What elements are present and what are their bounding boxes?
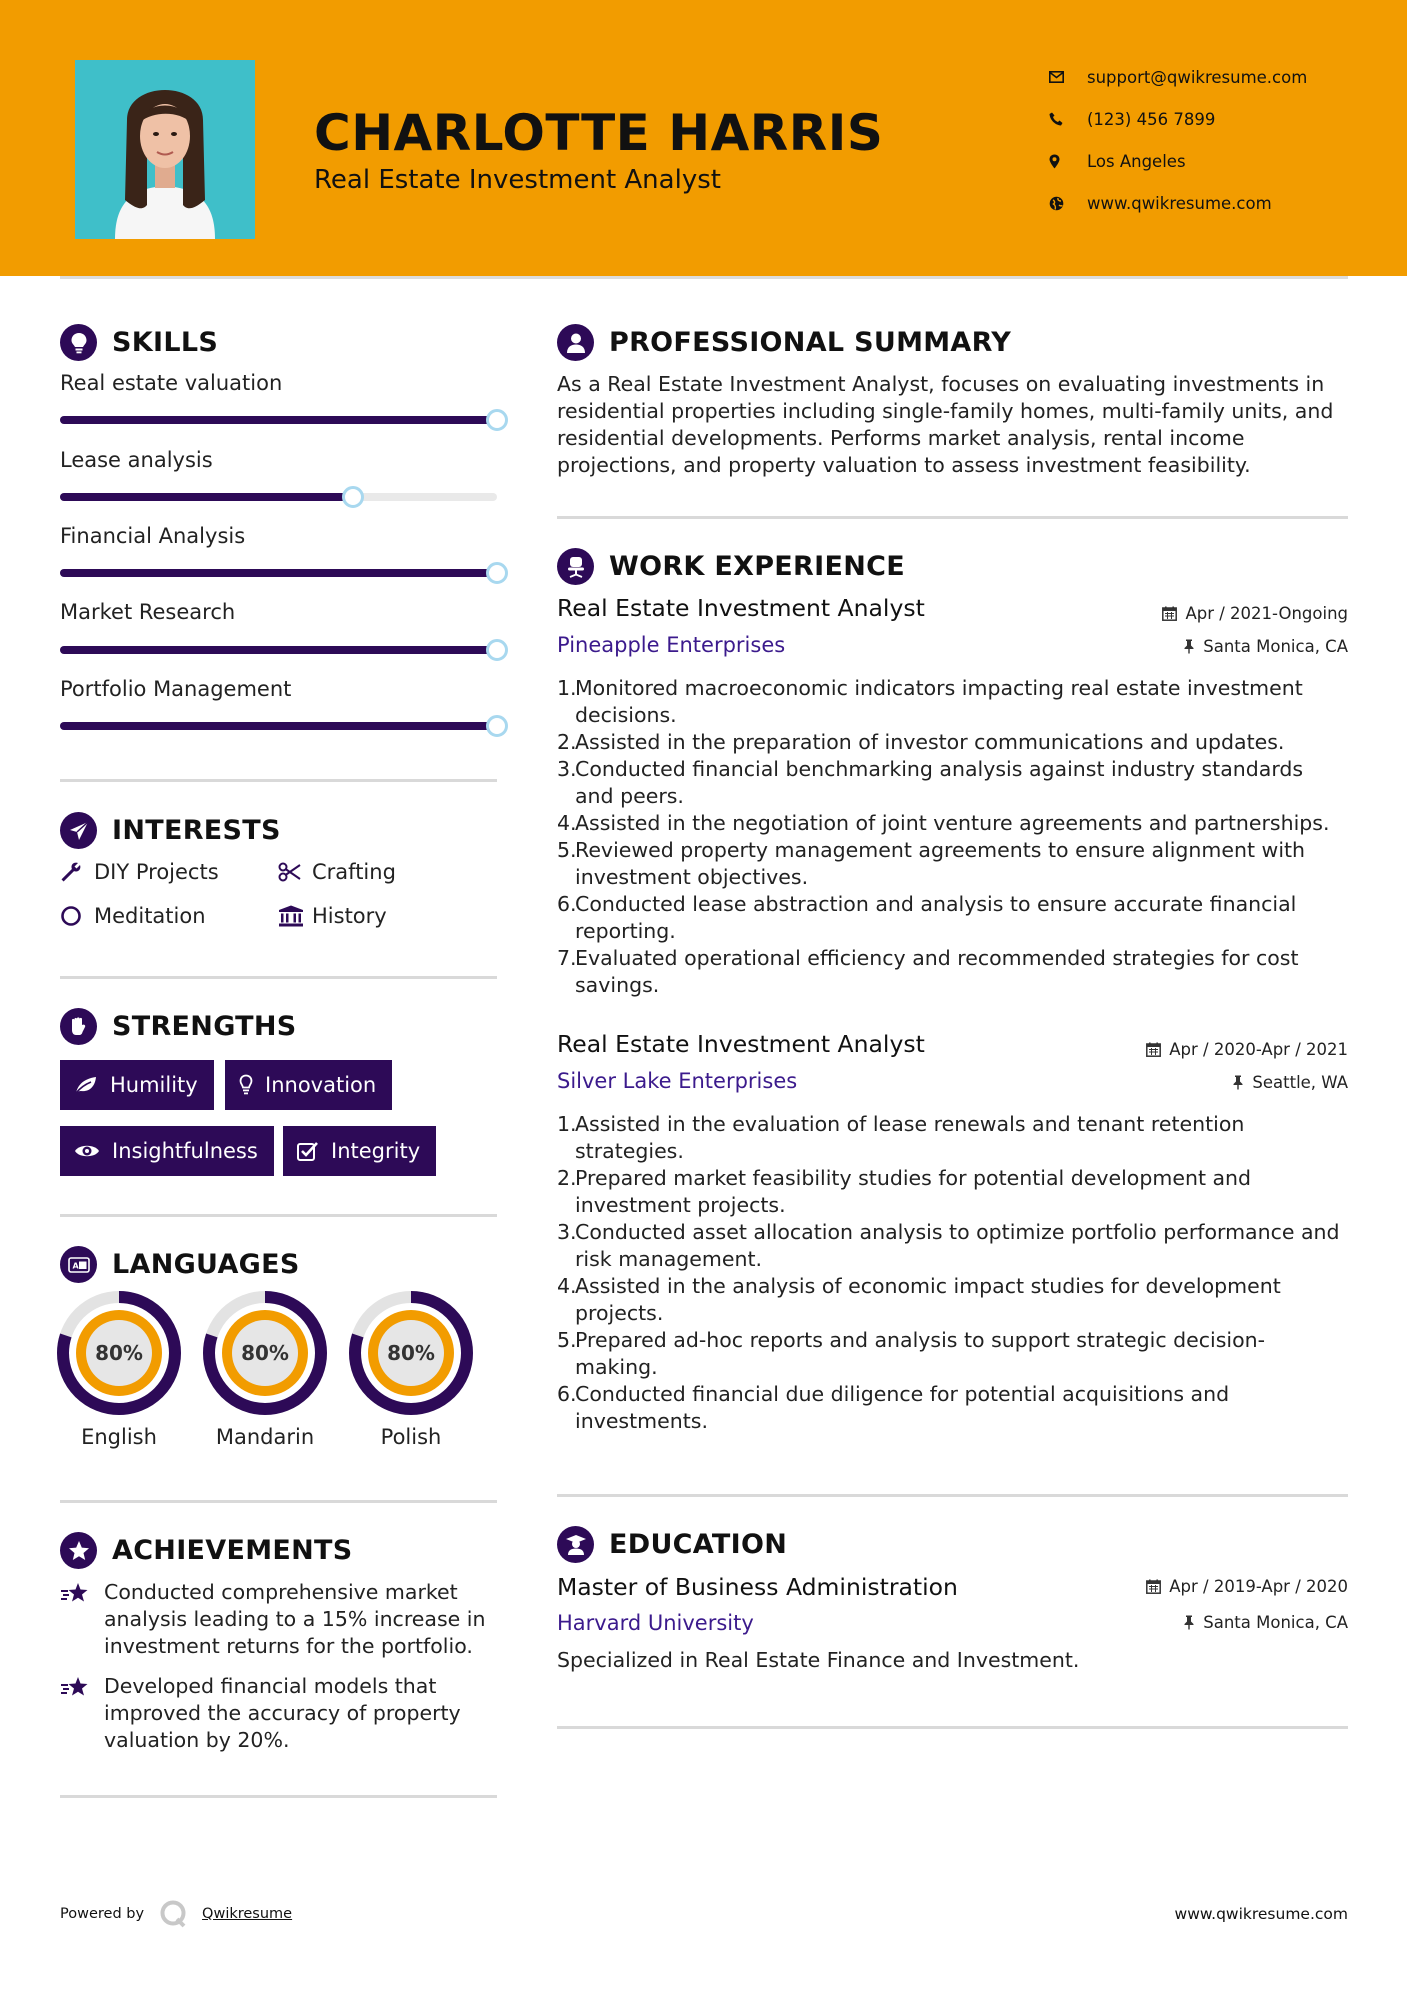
job-dates — [1162, 604, 1348, 623]
interest-item — [278, 860, 396, 884]
job-company: Pineapple Enterprises — [557, 633, 786, 657]
job-bullet: 6. Conducted lease abstraction and analysis to ensure accurate financial reporting. — [557, 892, 1297, 943]
job-location-text: Santa Monica, CA — [1203, 637, 1348, 656]
skill-bar-fill — [60, 569, 497, 577]
job-bullet: 3. Conducted asset allocation analysis to optimize portfolio performance and risk management. — [557, 1220, 1340, 1271]
job-bullet: 1. Assisted in the evaluation of lease renewals and tenant retention strategies. — [557, 1112, 1245, 1163]
achievements-title: ACHIEVEMENTS — [112, 1535, 353, 1566]
contact-phone-text: (123) 456 7899 — [1087, 109, 1216, 129]
achievement-item — [60, 1673, 500, 1754]
calendar-icon — [1162, 606, 1177, 621]
office-chair-icon — [557, 548, 594, 585]
interest-label: DIY Projects — [94, 860, 219, 884]
wrench-icon — [60, 861, 94, 883]
skill-bar-knob — [486, 562, 508, 584]
skill-bar — [60, 416, 497, 424]
job-bullet: 4. Assisted in the negotiation of joint venture agreements and partnerships. — [557, 811, 1330, 835]
language-name: Mandarin — [215, 1425, 315, 1449]
job-company: Silver Lake Enterprises — [557, 1069, 798, 1093]
section-divider — [60, 1500, 497, 1503]
skill-bar — [60, 493, 497, 501]
skill-bar-fill — [60, 416, 497, 424]
strength-label: Insightfulness — [112, 1139, 258, 1163]
education-dates — [1146, 1577, 1348, 1596]
interests-heading — [60, 812, 281, 849]
job-bullet: 5. Prepared ad-hoc reports and analysis to support strategic decision-making. — [557, 1328, 1266, 1379]
job-location-text: Seattle, WA — [1252, 1073, 1348, 1092]
pin-icon — [1183, 1615, 1195, 1630]
footer-website[interactable]: www.qwikresume.com — [1174, 1905, 1348, 1923]
language-percent: 80% — [95, 1341, 143, 1365]
summary-title: PROFESSIONAL SUMMARY — [609, 327, 1012, 358]
job-title: Real Estate Investment Analyst — [557, 1030, 925, 1058]
experience-heading — [557, 548, 905, 585]
strengths-title: STRENGTHS — [112, 1011, 297, 1042]
achievement-text: Developed financial models that improved the accuracy of property valuation by 20%. — [104, 1674, 461, 1752]
job-bullet: 4. Assisted in the analysis of economic impact studies for development projects. — [557, 1274, 1281, 1325]
phone-icon — [1049, 112, 1087, 126]
lightbulb-icon — [239, 1074, 253, 1096]
skills-heading — [60, 324, 218, 361]
powered-by-label: Powered by — [60, 1906, 145, 1922]
skill-label: Lease analysis — [60, 448, 213, 472]
contact-website[interactable] — [1049, 182, 1307, 224]
skill-label: Real estate valuation — [60, 371, 283, 395]
education-degree: Master of Business Administration — [557, 1573, 958, 1601]
resume-header — [0, 0, 1407, 276]
fist-icon — [60, 1008, 97, 1045]
svg-text:A: A — [72, 1261, 79, 1270]
job-bullet: 3. Conducted financial benchmarking analysis against industry standards and peers. — [557, 757, 1304, 808]
education-heading — [557, 1526, 787, 1563]
calendar-icon — [1146, 1042, 1161, 1057]
job-bullet: 6. Conducted financial due diligence for potential acquisitions and investments. — [557, 1382, 1230, 1433]
contact-email[interactable] — [1049, 56, 1307, 98]
skill-bar — [60, 569, 497, 577]
skill-bar-knob — [486, 715, 508, 737]
interest-item — [278, 904, 387, 928]
education-title: EDUCATION — [609, 1529, 788, 1560]
qwikresume-link[interactable]: Qwikresume — [202, 1906, 293, 1922]
circle-icon — [60, 905, 94, 927]
job-bullets — [557, 675, 1347, 999]
skill-label: Portfolio Management — [60, 677, 292, 701]
strength-badge — [225, 1060, 392, 1110]
job-dates-text: Apr / 2021-Ongoing — [1185, 604, 1348, 623]
job-location — [1183, 637, 1348, 656]
map-marker-icon — [1049, 154, 1087, 169]
interest-label: Crafting — [312, 860, 396, 884]
job-dates-text: Apr / 2020-Apr / 2021 — [1169, 1040, 1348, 1059]
job-bullets — [557, 1111, 1347, 1435]
language-name: Polish — [380, 1425, 442, 1449]
section-divider — [60, 1214, 497, 1217]
shooting-star-icon — [60, 1579, 104, 1660]
language-percent: 80% — [387, 1341, 435, 1365]
strength-label: Humility — [110, 1073, 198, 1097]
education-description: Specialized in Real Estate Finance and Investment. — [557, 1648, 1080, 1672]
strength-label: Integrity — [331, 1139, 421, 1163]
section-divider — [557, 1494, 1348, 1497]
skill-bar — [60, 722, 497, 730]
education-location — [1183, 1613, 1348, 1632]
eye-icon — [74, 1142, 100, 1160]
job-dates — [1146, 1040, 1348, 1059]
job-bullet: 2. Assisted in the preparation of investor communications and updates. — [557, 730, 1285, 754]
strength-badge — [60, 1126, 274, 1176]
experience-title: WORK EXPERIENCE — [609, 551, 905, 582]
education-location-text: Santa Monica, CA — [1203, 1613, 1348, 1632]
interest-label: History — [312, 904, 387, 928]
interest-label: Meditation — [94, 904, 206, 928]
job-bullet: 1. Monitored macroeconomic indicators impacting real estate investment decisions. — [557, 676, 1303, 727]
language-icon — [60, 1246, 97, 1283]
job-title: Real Estate Investment Analyst — [557, 594, 925, 622]
section-divider — [60, 779, 497, 782]
language-name: English — [81, 1425, 157, 1449]
skill-bar-fill — [60, 493, 353, 501]
skill-label: Market Research — [60, 600, 236, 624]
languages-title: LANGUAGES — [112, 1249, 300, 1280]
language-item — [203, 1291, 327, 1449]
paper-plane-icon — [60, 812, 97, 849]
section-divider — [60, 1795, 497, 1798]
job-bullet: 5. Reviewed property management agreements to ensure alignment with investment objectives. — [557, 838, 1306, 889]
leaf-icon — [74, 1075, 98, 1095]
language-item — [349, 1291, 473, 1449]
contact-location-text: Los Angeles — [1087, 151, 1186, 171]
pin-icon — [1183, 639, 1195, 654]
strength-label: Innovation — [265, 1073, 377, 1097]
qwikresume-logo-icon — [158, 1898, 190, 1930]
contact-website-text: www.qwikresume.com — [1087, 193, 1272, 213]
achievement-text: Conducted comprehensive market analysis leading to a 15% increase in investment returns for the portfolio. — [104, 1580, 486, 1658]
section-divider — [557, 1726, 1348, 1729]
check-square-icon — [297, 1141, 319, 1161]
education-school: Harvard University — [557, 1611, 754, 1635]
user-icon — [557, 324, 594, 361]
candidate-name: CHARLOTTE HARRIS — [314, 104, 884, 162]
skill-bar-knob — [342, 486, 364, 508]
contact-email-text: support@qwikresume.com — [1087, 67, 1308, 87]
footer-powered-by — [60, 1898, 292, 1930]
strength-badge — [283, 1126, 436, 1176]
skill-label: Financial Analysis — [60, 524, 246, 548]
skill-bar — [60, 646, 497, 654]
interest-item — [60, 904, 206, 928]
skill-bar-fill — [60, 722, 497, 730]
education-dates-text: Apr / 2019-Apr / 2020 — [1169, 1577, 1348, 1596]
calendar-icon — [1146, 1579, 1161, 1594]
skills-title: SKILLS — [112, 327, 219, 358]
interest-item — [60, 860, 219, 884]
envelope-icon — [1049, 71, 1087, 83]
contact-list — [1049, 56, 1307, 224]
skill-bar-knob — [486, 409, 508, 431]
star-badge-icon — [60, 1532, 97, 1569]
globe-icon — [1049, 196, 1087, 211]
graduate-icon — [557, 1526, 594, 1563]
languages-heading — [60, 1246, 300, 1283]
summary-heading — [557, 324, 1011, 361]
language-ring — [349, 1291, 473, 1415]
pin-icon — [1232, 1075, 1244, 1090]
language-ring — [57, 1291, 181, 1415]
job-bullet: 7. Evaluated operational efficiency and recommended strategies for cost savings. — [557, 946, 1299, 997]
language-ring — [203, 1291, 327, 1415]
header-divider — [60, 276, 1348, 279]
achievements-heading — [60, 1532, 353, 1569]
section-divider — [60, 976, 497, 979]
job-bullet: 2. Prepared market feasibility studies for potential development and investment projects. — [557, 1166, 1252, 1217]
strength-badge — [60, 1060, 214, 1110]
skill-bar-knob — [486, 639, 508, 661]
contact-location — [1049, 140, 1307, 182]
job-location — [1232, 1073, 1348, 1092]
skill-bar-fill — [60, 646, 497, 654]
contact-phone[interactable] — [1049, 98, 1307, 140]
interests-title: INTERESTS — [112, 815, 281, 846]
lightbulb-icon — [60, 324, 97, 361]
profile-photo — [75, 60, 255, 239]
achievement-item — [60, 1579, 500, 1660]
scissors-icon — [278, 862, 312, 882]
summary-text: As a Real Estate Investment Analyst, focuses on evaluating investments in residential properties including single-family homes, multi-family units, and residential developments. Performs market analysis, rental income projections, and property valuation to assess investment feasibility. — [557, 372, 1334, 477]
shooting-star-icon — [60, 1673, 104, 1754]
language-item — [57, 1291, 181, 1449]
candidate-title: Real Estate Investment Analyst — [314, 165, 721, 195]
language-percent: 80% — [241, 1341, 289, 1365]
strengths-heading — [60, 1008, 297, 1045]
section-divider — [557, 516, 1348, 519]
museum-icon — [278, 905, 312, 927]
